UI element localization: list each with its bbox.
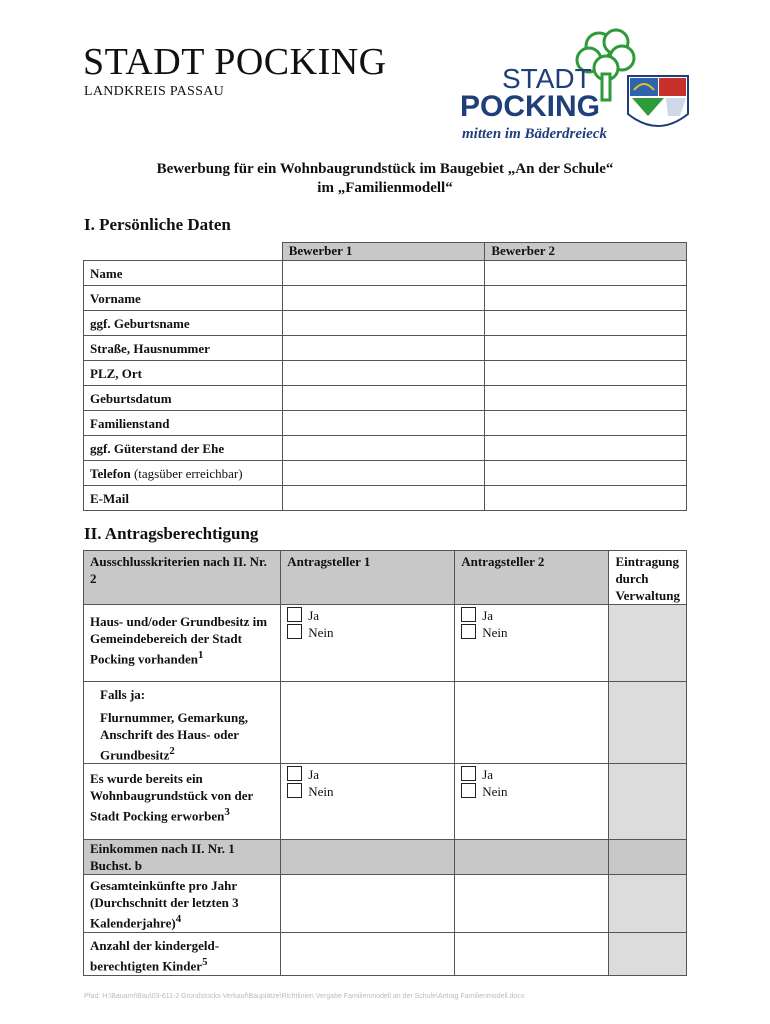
income-field-1[interactable]: [281, 875, 455, 933]
column-antragsteller-2: Antragsteller 2: [455, 551, 609, 605]
checkbox-icon[interactable]: [287, 783, 302, 798]
row-label-children: Anzahl der kindergeld-berechtigten Kinder$^5$: [84, 933, 281, 975]
telefon-field-1[interactable]: [282, 461, 485, 486]
row-label-income: Gesamteinkünfte pro Jahr (Durchschnitt der letzten 3 Kalenderjahre)$^4$: [84, 875, 281, 933]
plz-ort-field-2[interactable]: [485, 361, 687, 386]
row-label-telefon: [84, 461, 283, 486]
children-field-1[interactable]: [281, 933, 455, 975]
checkbox-icon[interactable]: [461, 783, 476, 798]
row-label-strasse: Straße, Hausnummer: [84, 336, 283, 361]
vorname-field-2[interactable]: [485, 286, 687, 311]
form-heading: [0, 160, 770, 198]
table-row: [84, 361, 687, 386]
column-bewerber-2: Bewerber 2: [485, 243, 687, 261]
familienstand-field-2[interactable]: [485, 411, 687, 436]
income-header-row: [84, 840, 687, 875]
logo-slogan: mitten im Bäderdreieck: [462, 126, 607, 142]
acquired-options-2: [455, 764, 609, 840]
logo-line2: POCKING: [460, 90, 601, 123]
checkbox-icon[interactable]: [287, 766, 302, 781]
form-heading-line1: Bewerbung für ein Wohnbaugrundstück im Baugebiet „An der Schule“: [156, 161, 614, 177]
acquired-no-1[interactable]: Nein: [287, 783, 448, 800]
table-row: [84, 336, 687, 361]
city-title: STADT POCKING: [83, 41, 387, 83]
admin-cell-property: [609, 605, 687, 682]
property-options-1: [281, 605, 455, 682]
email-field-2[interactable]: [485, 486, 687, 511]
table-row: [84, 682, 687, 764]
row-label-email: E-Mail: [84, 486, 283, 511]
column-verwaltung: Eintragung durch Verwaltung: [609, 551, 687, 605]
table-row: [84, 261, 687, 286]
table-row: [84, 386, 687, 411]
acquired-yes-1[interactable]: Ja: [287, 766, 448, 783]
strasse-field-2[interactable]: [485, 336, 687, 361]
row-label-geburtsname: ggf. Geburtsname: [84, 311, 283, 336]
section-personal-title: I. Persönliche Daten: [84, 215, 231, 234]
gueterstand-field-2[interactable]: [485, 436, 687, 461]
geburtsdatum-field-2[interactable]: [485, 386, 687, 411]
table-row: [84, 286, 687, 311]
row-label-gueterstand: ggf. Güterstand der Ehe: [84, 436, 283, 461]
checkbox-icon[interactable]: [461, 624, 476, 639]
table-row: [84, 933, 687, 975]
row-label-vorname: Vorname: [84, 286, 283, 311]
file-path-footer: Pfad: H:\Bauamt\Bau\03-611-2 Grundstücks-Verkauf\Bauplätze\Richtlinien Vergabe Familienmodell an der Schule\Antrag Familienmodell.docx: [84, 993, 525, 1000]
checkbox-icon[interactable]: [287, 607, 302, 622]
row-label-acquired: Es wurde bereits ein Wohnbaugrundstück von der Stadt Pocking erworben$^3$: [84, 764, 281, 840]
row-label-flur: Falls ja: Flurnummer, Gemarkung, Anschrift des Haus- oder Grundbesitz$^2$: [84, 682, 281, 764]
admin-cell-children: [609, 933, 687, 975]
table-row: [84, 764, 687, 840]
row-label-plz-ort: PLZ, Ort: [84, 361, 283, 386]
eligibility-table: [83, 550, 687, 976]
strasse-field-1[interactable]: [282, 336, 485, 361]
table-row: [84, 875, 687, 933]
row-label-property: Haus- und/oder Grundbesitz im Gemeindebereich der Stadt Pocking vorhanden$^1$: [84, 605, 281, 682]
column-antragsteller-1: Antragsteller 1: [281, 551, 455, 605]
logo-line1: STADT: [502, 63, 592, 94]
row-label-geburtsdatum: Geburtsdatum: [84, 386, 283, 411]
telefon-note: (tagsüber erreichbar): [133, 466, 243, 481]
table-row: [84, 461, 687, 486]
telefon-field-2[interactable]: [485, 461, 687, 486]
name-field-1[interactable]: [282, 261, 485, 286]
table-row: [84, 486, 687, 511]
property-yes-1[interactable]: Ja: [287, 607, 448, 624]
personal-header-row: [84, 243, 687, 261]
gueterstand-field-1[interactable]: [282, 436, 485, 461]
admin-cell-flur: [609, 682, 687, 764]
checkbox-icon[interactable]: [461, 607, 476, 622]
section-eligibility-title: II. Antragsberechtigung: [84, 524, 259, 543]
acquired-yes-2[interactable]: Ja: [461, 766, 602, 783]
falls-ja-label: Falls ja:: [100, 687, 146, 702]
checkbox-icon[interactable]: [461, 766, 476, 781]
flur-field-2[interactable]: [455, 682, 609, 764]
table-row: [84, 311, 687, 336]
form-heading-line2: im „Familienmodell“: [317, 180, 453, 196]
geburtsname-field-1[interactable]: [282, 311, 485, 336]
geburtsdatum-field-1[interactable]: [282, 386, 485, 411]
property-no-1[interactable]: Nein: [287, 624, 448, 641]
city-logo: [456, 24, 696, 144]
coat-of-arms-icon: [628, 76, 688, 126]
property-options-2: [455, 605, 609, 682]
vorname-field-1[interactable]: [282, 286, 485, 311]
familienstand-field-1[interactable]: [282, 411, 485, 436]
column-criteria: Ausschlusskriterien nach II. Nr. 2: [84, 551, 281, 605]
column-bewerber-1: Bewerber 1: [282, 243, 485, 261]
geburtsname-field-2[interactable]: [485, 311, 687, 336]
property-no-2[interactable]: Nein: [461, 624, 602, 641]
income-header: Einkommen nach II. Nr. 1 Buchst. b: [84, 840, 281, 875]
acquired-options-1: [281, 764, 455, 840]
income-field-2[interactable]: [455, 875, 609, 933]
email-field-1[interactable]: [282, 486, 485, 511]
checkbox-icon[interactable]: [287, 624, 302, 639]
children-field-2[interactable]: [455, 933, 609, 975]
district-subtitle: LANDKREIS PASSAU: [84, 84, 225, 99]
eligibility-header-row: [84, 551, 687, 605]
flur-field-1[interactable]: [281, 682, 455, 764]
row-label-name: Name: [84, 261, 283, 286]
admin-cell-income: [609, 875, 687, 933]
name-field-2[interactable]: [485, 261, 687, 286]
property-yes-2[interactable]: Ja: [461, 607, 602, 624]
personal-data-table: [83, 242, 687, 511]
row-label-familienstand: Familienstand: [84, 411, 283, 436]
table-row: [84, 411, 687, 436]
table-row: [84, 605, 687, 682]
plz-ort-field-1[interactable]: [282, 361, 485, 386]
table-row: [84, 436, 687, 461]
telefon-label: Telefon: [90, 466, 131, 481]
acquired-no-2[interactable]: Nein: [461, 783, 602, 800]
admin-cell-acquired: [609, 764, 687, 840]
